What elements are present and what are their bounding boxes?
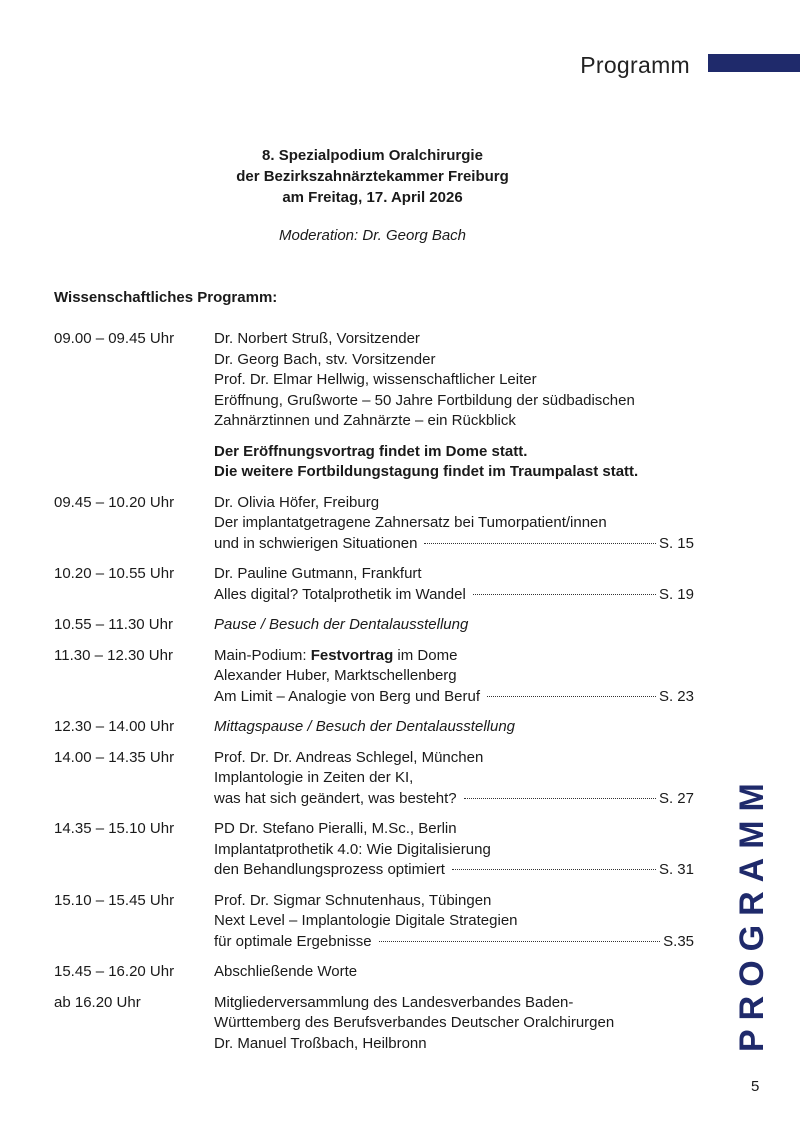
page-number: 5: [751, 1078, 760, 1095]
session-topic: Next Level – Implantologie Digitale Strategien: [214, 912, 518, 929]
page-reference: [214, 789, 694, 810]
speaker-line: PD Dr. Stefano Pieralli, M.Sc., Berlin: [214, 820, 457, 837]
page-reference: [214, 860, 694, 881]
leader-dots: [487, 696, 656, 697]
session-topic: Württemberg des Berufsverbandes Deutscher Oralchirurgen: [214, 1014, 615, 1031]
moderation-text: Moderation: Dr. Georg Bach: [278, 227, 467, 244]
side-label-vertical: PROGRAMM: [733, 774, 771, 1052]
leader-dots: [452, 869, 656, 870]
time-slot: 10.55 – 11.30 Uhr: [54, 616, 173, 633]
session-details: [214, 329, 694, 483]
schedule-row: [54, 615, 694, 636]
break-text: Pause / Besuch der Dentalausstellung: [214, 616, 469, 633]
schedule-row: [54, 717, 694, 738]
header-accent-bar: [708, 54, 800, 72]
session-topic: Implantatprothetik 4.0: Wie Digitalisierung: [214, 840, 491, 858]
time-slot: 14.00 – 14.35 Uhr: [54, 748, 175, 766]
speaker-line: Dr. Olivia Höfer, Freiburg: [214, 493, 380, 511]
session-topic: Mitgliederversammlung des Landesverbandes Baden-: [214, 993, 574, 1011]
speaker-line: Dr. Manuel Troßbach, Heilbronn: [214, 1034, 427, 1052]
time-slot: 11.30 – 12.30 Uhr: [54, 646, 173, 664]
time-slot: 09.00 – 09.45 Uhr: [54, 330, 175, 347]
program-schedule: [54, 329, 694, 1064]
session-topic: Abschließende Worte: [214, 963, 358, 980]
speaker-line: Prof. Dr. Sigmar Schnutenhaus, Tübingen: [214, 891, 492, 909]
page-ref: S. 27: [658, 789, 694, 807]
speaker-line: Dr. Pauline Gutmann, Frankfurt: [214, 565, 422, 582]
time-slot: 15.45 – 16.20 Uhr: [54, 963, 175, 980]
session-topic: Am Limit – Analogie von Berg und Beruf: [214, 687, 480, 705]
venue-notice: [214, 442, 694, 483]
event-date: am Freitag, 17. April 2026: [282, 189, 463, 206]
leader-dots: [424, 543, 656, 544]
speaker-line: Dr. Norbert Struß, Vorsitzender: [214, 330, 420, 347]
section-title: Wissenschaftliches Programm:: [54, 289, 278, 306]
event-title: 8. Spezialpodium Oralchirurgie: [262, 147, 483, 164]
time-slot: 14.35 – 15.10 Uhr: [54, 820, 175, 837]
session-details: [214, 891, 694, 953]
time-slot: ab 16.20 Uhr: [54, 993, 141, 1011]
session-details: [214, 493, 694, 555]
speaker-line: Dr. Georg Bach, stv. Vorsitzender: [214, 350, 436, 368]
leader-dots: [473, 594, 656, 595]
session-details: [214, 615, 694, 636]
event-intro: [0, 145, 745, 244]
page-reference: [214, 932, 694, 953]
keynote-prefix: Main-Podium:: [214, 646, 311, 664]
time-slot: 15.10 – 15.45 Uhr: [54, 891, 175, 909]
page-reference: [214, 687, 694, 708]
session-details: [214, 819, 694, 881]
page-ref: S. 23: [658, 687, 694, 705]
page-header-title: Programm: [580, 52, 690, 78]
speaker-line: Prof. Dr. Dr. Andreas Schlegel, München: [214, 748, 484, 766]
session-details: [214, 962, 694, 983]
schedule-row: [54, 646, 694, 708]
page-reference: [214, 585, 694, 606]
session-topic: Eröffnung, Grußworte – 50 Jahre Fortbildung der südbadischen: [214, 391, 635, 409]
session-topic: Zahnärztinnen und Zahnärzte – ein Rückblick: [214, 412, 516, 429]
schedule-row: [54, 564, 694, 605]
keynote-label: Festvortrag: [310, 646, 394, 664]
session-details: [214, 646, 694, 708]
session-topic: Implantologie in Zeiten der KI,: [214, 769, 414, 786]
page-reference: [214, 534, 694, 555]
page-ref: S. 19: [658, 585, 694, 603]
session-details: [214, 717, 694, 738]
schedule-row: [54, 993, 694, 1055]
session-topic: was hat sich geändert, was besteht?: [214, 789, 457, 807]
venue-notice-line: Der Eröffnungsvortrag findet im Dome statt.: [214, 442, 528, 460]
schedule-row: [54, 891, 694, 953]
venue-notice-line: Die weitere Fortbildungstagung findet im Traumpalast statt.: [214, 463, 639, 480]
session-topic: für optimale Ergebnisse: [214, 932, 372, 950]
leader-dots: [464, 798, 656, 799]
session-topic: Der implantatgetragene Zahnersatz bei Tumorpatient/innen: [214, 514, 607, 531]
session-details: [214, 993, 694, 1055]
session-details: [214, 564, 694, 605]
session-topic: den Behandlungsprozess optimiert: [214, 861, 445, 878]
session-details: [214, 748, 694, 810]
schedule-row: [54, 748, 694, 810]
speaker-line: Prof. Dr. Elmar Hellwig, wissenschaftlicher Leiter: [214, 371, 537, 388]
schedule-row: [54, 962, 694, 983]
time-slot: 10.20 – 10.55 Uhr: [54, 565, 175, 582]
session-topic: und in schwierigen Situationen: [214, 534, 418, 552]
time-slot: 09.45 – 10.20 Uhr: [54, 493, 175, 511]
leader-dots: [379, 941, 661, 942]
schedule-row: [54, 329, 694, 483]
time-slot: 12.30 – 14.00 Uhr: [54, 718, 175, 735]
page-ref: S. 31: [658, 861, 694, 878]
schedule-row: [54, 819, 694, 881]
schedule-row: [54, 493, 694, 555]
event-organizer: der Bezirkszahnärztekammer Freiburg: [236, 168, 509, 185]
keynote-intro: [214, 646, 694, 667]
break-text: Mittagspause / Besuch der Dentalausstellung: [214, 718, 516, 735]
keynote-suffix: im Dome: [393, 646, 458, 664]
page-ref: S.35: [663, 932, 694, 950]
session-topic: Alles digital? Totalprothetik im Wandel: [214, 585, 466, 603]
page-ref: S. 15: [658, 534, 694, 552]
speaker-line: Alexander Huber, Marktschellenberg: [214, 667, 457, 684]
